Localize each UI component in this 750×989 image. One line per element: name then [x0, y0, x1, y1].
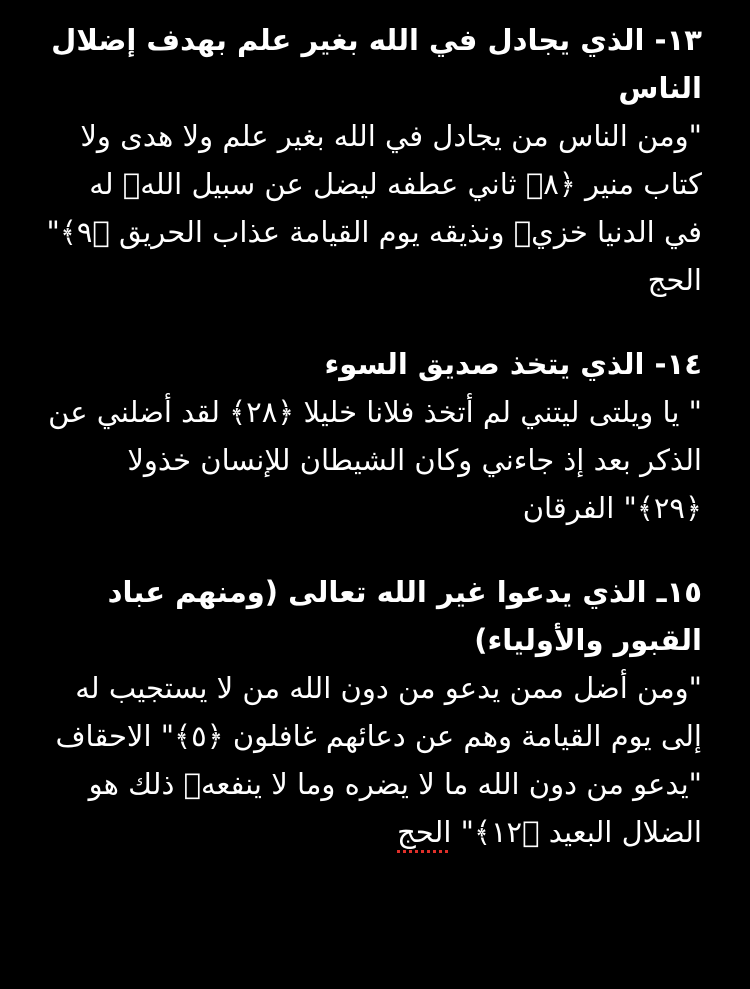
- section-heading: ١٣- الذي يجادل في الله بغير علم بهدف إضلال الناس: [51, 23, 702, 105]
- quran-quote: "ومن أضل ممن يدعو من دون الله من لا يستجيب له إلى يوم القيامة وهم عن دعائهم غافلون ﴿٥﴾" الاحقاف: [55, 671, 702, 753]
- spellcheck-flagged-word[interactable]: الحج: [397, 815, 452, 849]
- section-13: [44, 16, 702, 304]
- quran-quote-last[interactable]: [44, 760, 702, 856]
- section-15: [44, 568, 702, 856]
- quran-quote: " يا ويلتى ليتني لم أتخذ فلانا خليلا ﴿٢٨﴾ لقد أضلني عن الذكر بعد إذ جاءني وكان الشيطان للإنسان خذولا ﴿٢٩﴾" الفرقان: [48, 395, 702, 525]
- quote-text: "يدعو من دون الله ما لا يضره وما لا ينفعهۚ ذلك هو الضلال البعيد ﴿١٢﴾": [88, 767, 702, 849]
- document-body: [44, 16, 702, 892]
- section-14: [44, 340, 702, 532]
- section-heading: ١٤- الذي يتخذ صديق السوء: [324, 347, 702, 381]
- section-heading: ١٥ـ الذي يدعوا غير الله تعالى (ومنهم عباد القبور والأولياء): [107, 575, 702, 657]
- quran-quote: "ومن الناس من يجادل في الله بغير علم ولا هدى ولا كتاب منير ﴿٨﴾ ثاني عطفه ليضل عن سبيل اللهۖ له في الدنيا خزيۖ ونذيقه يوم القيامة عذاب الحريق ﴿٩﴾" الحج: [46, 119, 702, 297]
